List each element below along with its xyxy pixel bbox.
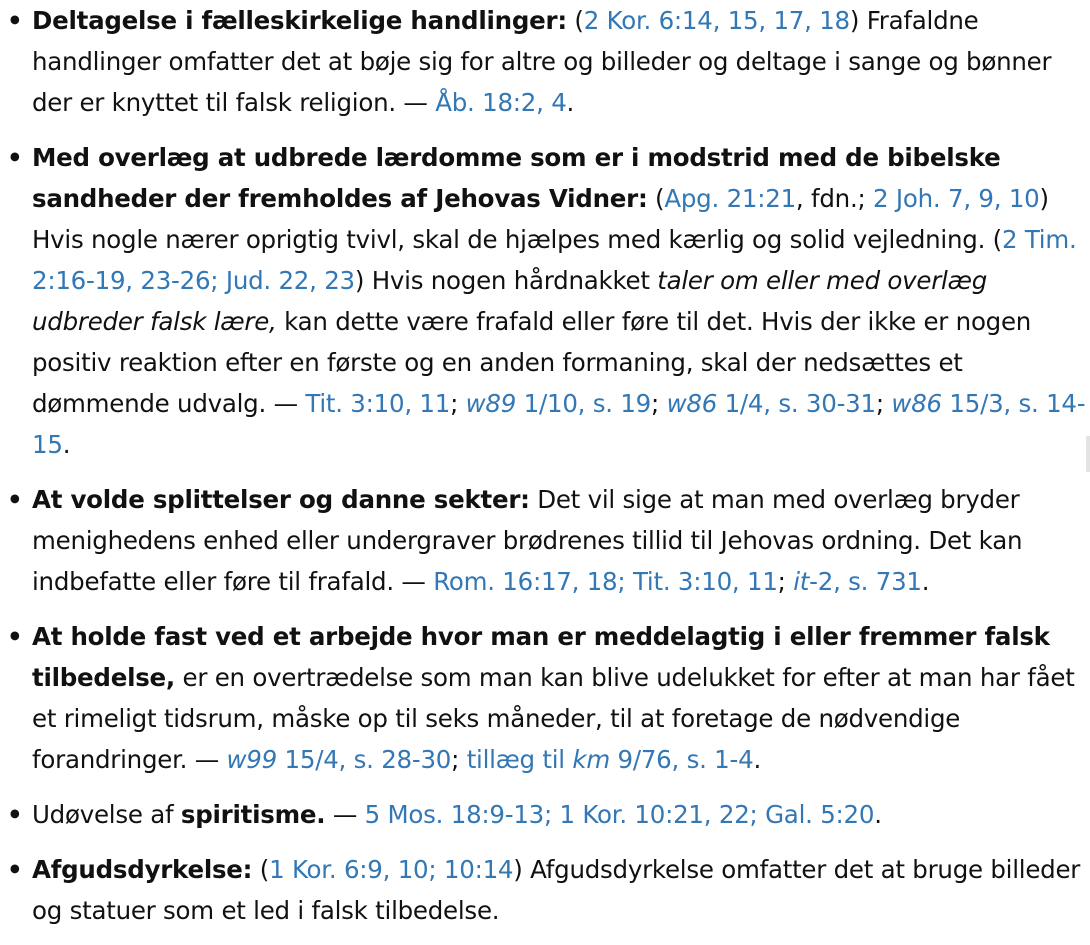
bold-heading: spiritisme. <box>180 800 326 829</box>
scripture-reference-link[interactable]: tillæg til <box>466 745 573 774</box>
bold-heading: Afgudsdyrkelse: <box>32 855 253 884</box>
bullet-icon: • <box>7 6 23 35</box>
item-afgudsdyrkelse <box>0 849 1090 931</box>
text-segment: . <box>921 567 930 596</box>
scripture-reference-link[interactable]: 15/4, s. 28-30 <box>276 745 452 774</box>
text-segment: — <box>325 800 365 829</box>
text-segment: ( <box>647 184 665 213</box>
item-spiritisme <box>0 794 1090 835</box>
scripture-reference-link[interactable]: km <box>572 745 610 774</box>
text-segment: ; <box>777 567 794 596</box>
bold-heading: Med overlæg at udbrede lærdomme som er i modstrid med de bibelske sandheder der fremholdes af Jehovas Vidner: <box>32 143 1001 213</box>
scripture-reference-link[interactable]: 2 Joh. 7, 9, 10 <box>873 184 1040 213</box>
item-falsk-tilbedelse-arbejde <box>0 616 1090 780</box>
text-segment: ) Hvis nogle nærer oprigtig tvivl, skal de hjælpes med kærlig og solid vejledning. ( <box>32 184 1049 254</box>
scripture-reference-link[interactable]: w86 <box>666 389 718 418</box>
scripture-reference-link[interactable]: 5 Mos. 18:9-13; 1 Kor. 10:21, 22; Gal. 5:20 <box>364 800 875 829</box>
scripture-reference-link[interactable]: 1/4, s. 30-31 <box>717 389 876 418</box>
text-segment: ; <box>651 389 667 418</box>
text-segment: ( <box>566 6 584 35</box>
item-udbrede-laerdomme <box>0 137 1090 465</box>
text-segment: ) Hvis nogen hårdnakket <box>354 266 658 295</box>
scripture-reference-link[interactable]: 2 Tim. 2:16-19, 23-26; Jud. 22, 23 <box>32 225 1077 295</box>
bold-heading: At holde fast ved et arbejde hvor man er meddelagtig i eller fremmer falsk tilbedelse, <box>32 622 1050 692</box>
text-segment: . <box>753 745 761 774</box>
bullet-icon: • <box>7 622 23 651</box>
text-segment: , fdn.; <box>795 184 874 213</box>
scripture-reference-link[interactable]: 2 Kor. 6:14, 15, 17, 18 <box>583 6 850 35</box>
bold-heading: Deltagelse i fælleskirkelige handlinger: <box>32 6 567 35</box>
scripture-reference-link[interactable]: Åb. 18:2, 4 <box>435 88 567 117</box>
text-segment: ) Frafaldne handlinger omfatter det at bøje sig for altre og billeder og deltage i sange og bønner der er knyttet til falsk religion. — <box>32 6 1052 117</box>
scripture-reference-link[interactable]: 1 Kor. 6:9, 10; 10:14 <box>269 855 514 884</box>
italic-text: taler om eller med overlæg udbreder falsk lære, <box>32 266 988 336</box>
item-splittelser <box>0 479 1090 602</box>
text-segment: . <box>874 800 882 829</box>
bullet-icon: • <box>7 800 23 829</box>
text-segment: Udøvelse af <box>32 800 181 829</box>
scripture-reference-link[interactable]: w99 <box>226 745 277 774</box>
text-segment: . <box>62 430 71 459</box>
text-segment: kan dette være frafald eller føre til det. Hvis der ikke er nogen positiv reaktion efter en første og en anden formaning, skal der nedsættes et dømmende udvalg. — <box>32 307 1032 418</box>
scripture-reference-link[interactable]: w89 <box>465 389 517 418</box>
scripture-reference-link[interactable]: Tit. 3:10, 11 <box>305 389 451 418</box>
text-segment: ; <box>451 745 467 774</box>
text-segment: ; <box>875 389 892 418</box>
text-segment: ) Afgudsdyrkelse omfatter det at bruge billeder og statuer som et led i falsk tilbedelse. <box>32 855 1081 925</box>
text-segment: . <box>566 88 575 117</box>
scripture-reference-link[interactable]: Apg. 21:21 <box>664 184 796 213</box>
scripture-reference-link[interactable]: 15/3, s. 14-15 <box>32 389 1086 459</box>
bullet-icon: • <box>7 485 23 514</box>
text-segment: Det vil sige at man med overlæg bryder menighedens enhed eller undergraver brødrenes tillid til Jehovas ordning. Det kan indbefatte eller føre til frafald. — <box>32 485 1023 596</box>
scripture-reference-link[interactable]: Rom. 16:17, 18; Tit. 3:10, 11 <box>433 567 778 596</box>
scripture-reference-link[interactable]: -2, s. 731 <box>809 567 922 596</box>
text-segment: ( <box>252 855 270 884</box>
text-segment: ; <box>450 389 466 418</box>
scripture-reference-link[interactable]: 1/10, s. 19 <box>516 389 652 418</box>
scrollbar-thumb[interactable] <box>1086 436 1090 472</box>
scripture-reference-link[interactable]: it <box>793 567 810 596</box>
bullet-icon: • <box>7 143 23 172</box>
bold-heading: At volde splittelser og danne sekter: <box>32 485 530 514</box>
bullet-icon: • <box>7 855 23 884</box>
scripture-reference-link[interactable]: 9/76, s. 1-4 <box>609 745 754 774</box>
text-segment: er en overtrædelse som man kan blive udelukket for efter at man har fået et rimeligt tidsrum, måske op til seks måneder, til at foretage de nødvendige forandringer. — <box>32 663 1075 774</box>
item-deltagelse <box>0 0 1090 123</box>
scripture-reference-link[interactable]: w86 <box>891 389 942 418</box>
